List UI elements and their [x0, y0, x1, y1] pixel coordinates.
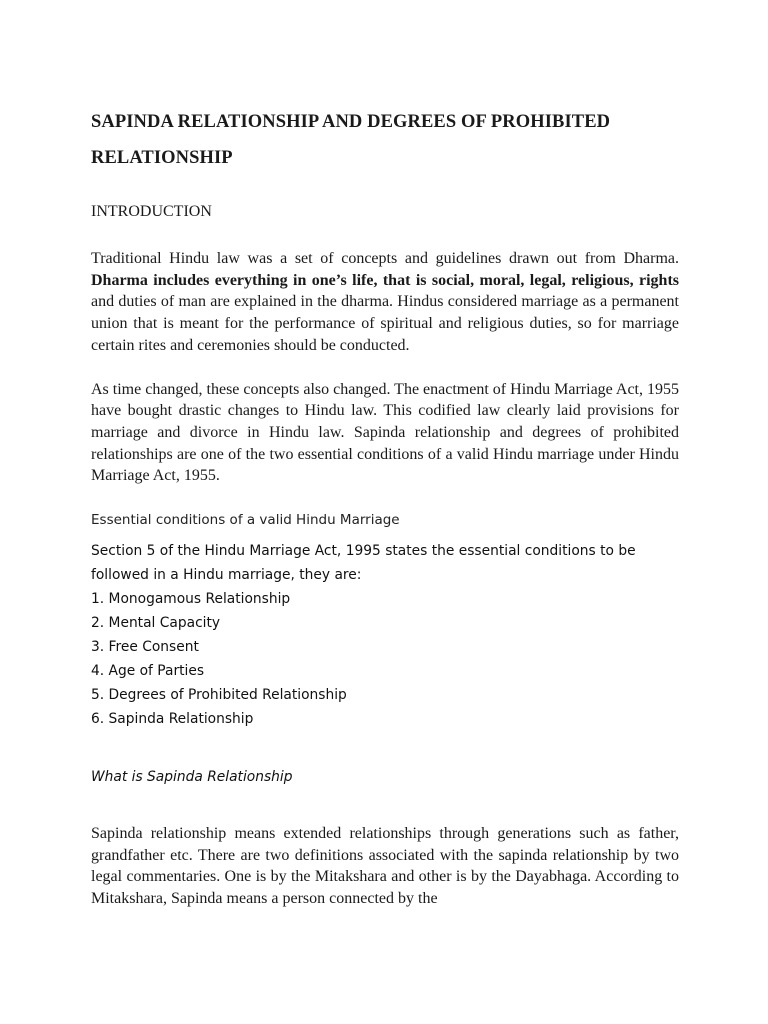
sapinda-heading: What is Sapinda Relationship: [91, 769, 293, 786]
list-item: 2. Mental Capacity: [91, 615, 221, 632]
essential-conditions-heading: Essential conditions of a valid Hindu Marriage: [91, 512, 400, 529]
list-item: 4. Age of Parties: [91, 663, 205, 680]
document-title: SAPINDA RELATIONSHIP AND DEGREES OF PROHIBITED RELATIONSHIP: [91, 112, 611, 168]
conditions-list: [91, 587, 679, 731]
paragraph-sapinda-definition: Sapinda relationship means extended relationships through generations such as father, grandfather etc. There are two definitions associated with the sapinda relationship by two legal commentaries. One is by the Mitakshara and other is by the Dayabhaga. According to Mitakshara, Sapinda means a person connected by the: [91, 825, 679, 908]
list-item: 6. Sapinda Relationship: [91, 711, 254, 728]
paragraph-time-changed: As time changed, these concepts also changed. The enactment of Hindu Marriage Act, 1955 have bought drastic changes to Hindu law. This codified law clearly laid provisions for marriage and divorce in Hindu law. Sapinda relationship and degrees of prohibited relationships are one of the two essential conditions of a valid Hindu marriage under Hindu Marriage Act, 1955.: [91, 380, 679, 485]
section-5-lead: Section 5 of the Hindu Marriage Act, 1995 states the essential conditions to be followed in a Hindu marriage, they are:: [91, 543, 636, 584]
essential-conditions-block: [91, 539, 679, 731]
paragraph-line: Traditional Hindu law was a set of concepts and guidelines drawn out from Dharma.: [91, 250, 679, 267]
list-item: 3. Free Consent: [91, 639, 199, 656]
paragraph-text: and duties of man are explained in the dharma. Hindus considered marriage as a permanent union that is meant for the performance of spiritual and religious duties, so for marriage certain rites and ceremonies should be conducted.: [91, 293, 679, 354]
paragraph-bold-line: Dharma includes everything in one’s life, that is social, moral, legal, religious, rights: [91, 271, 679, 289]
paragraph-traditional-hindu-law: [91, 248, 679, 357]
list-item: 1. Monogamous Relationship: [91, 591, 291, 608]
list-item: 5. Degrees of Prohibited Relationship: [91, 687, 347, 704]
introduction-heading: INTRODUCTION: [91, 203, 212, 220]
document-body: [91, 104, 679, 910]
